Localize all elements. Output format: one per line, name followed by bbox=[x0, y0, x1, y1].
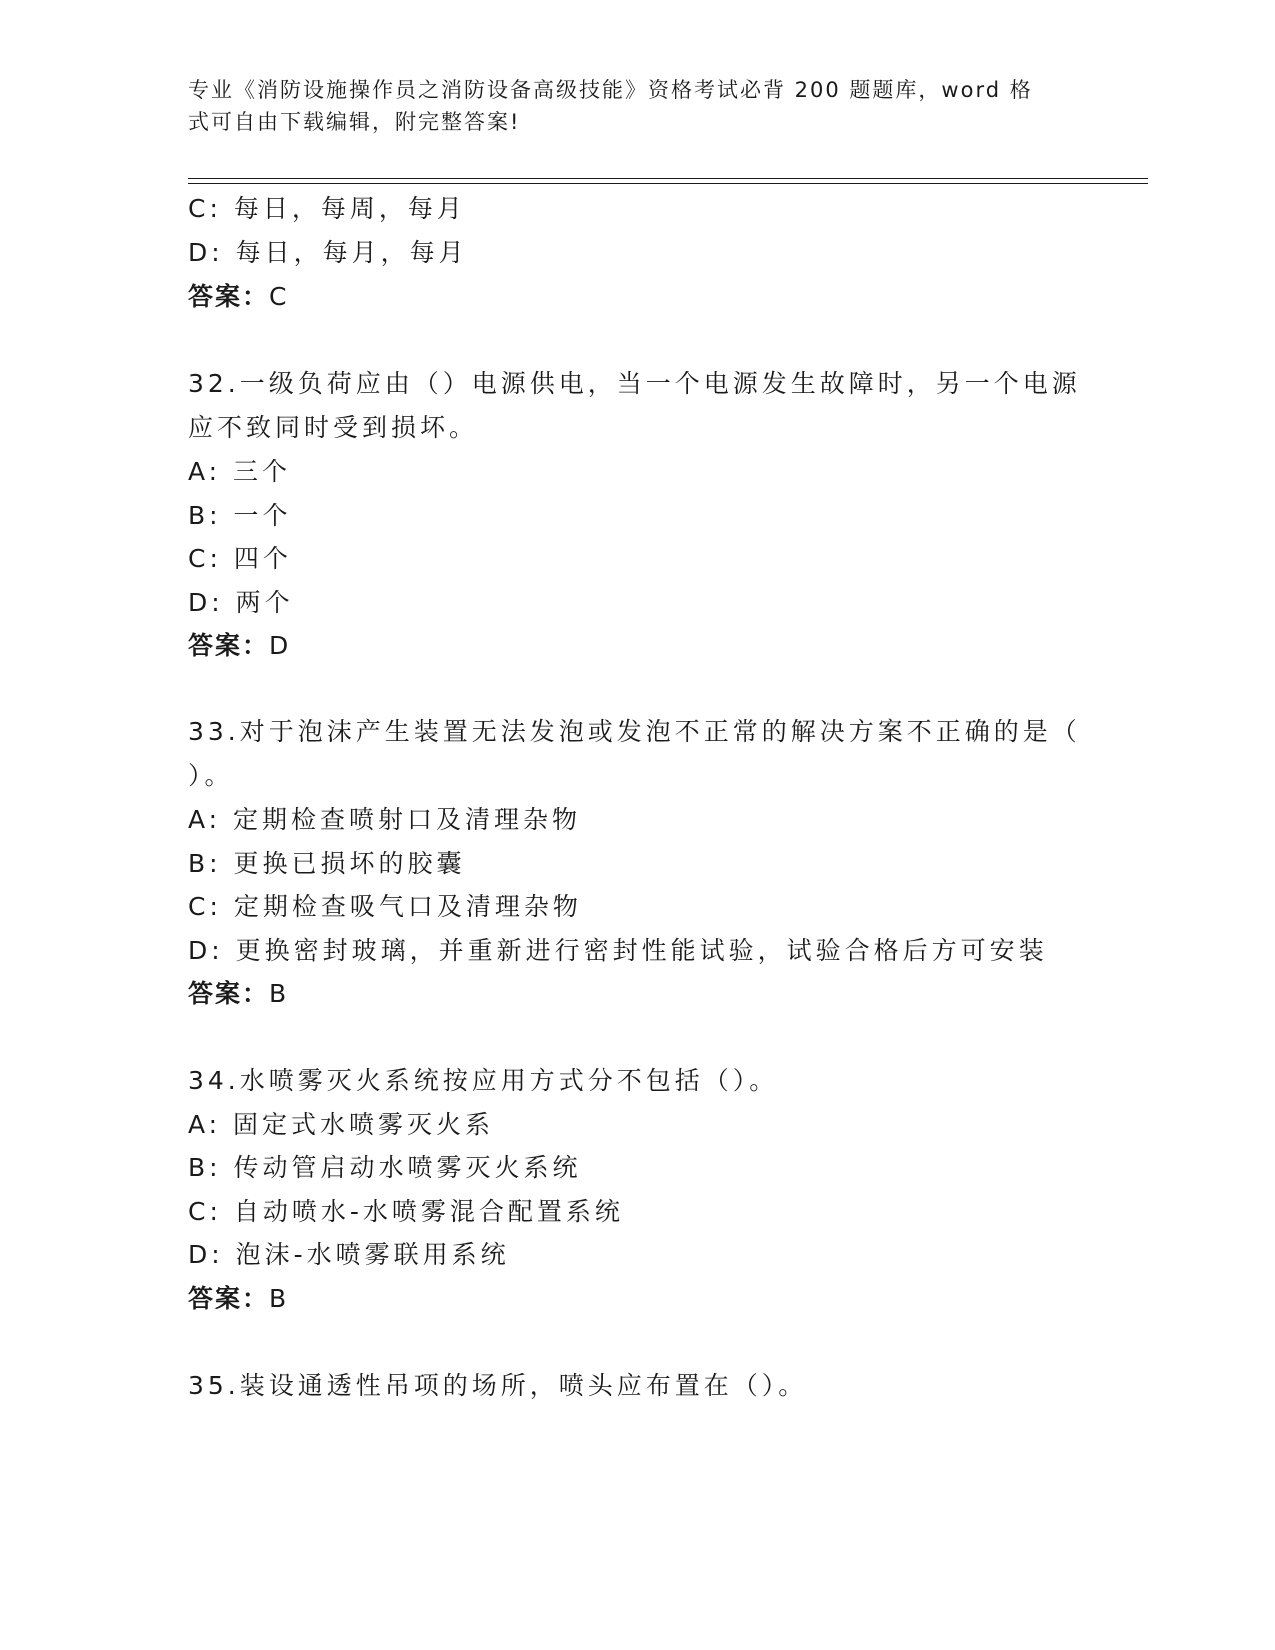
q34-stem-line-1: 34.水喷雾灭火系统按应用方式分不包括（）。 bbox=[188, 1066, 779, 1095]
header-title-line-2: 式可自由下载编辑，附完整答案! bbox=[188, 110, 521, 134]
q31-option-c: C: 每日，每周，每月 bbox=[188, 194, 466, 223]
q32-stem-line-2: 应不致同时受到损坏。 bbox=[188, 413, 479, 442]
answer-value: B bbox=[269, 979, 291, 1008]
q34-option-c: C: 自动喷水-水喷雾混合配置系统 bbox=[188, 1197, 624, 1226]
header-rule-bottom bbox=[188, 183, 1148, 184]
q34-option-d: D: 泡沫-水喷雾联用系统 bbox=[188, 1240, 510, 1269]
q31-answer bbox=[188, 280, 290, 314]
q34-option-a: A: 固定式水喷雾灭火系 bbox=[188, 1110, 495, 1139]
q33-answer bbox=[188, 977, 290, 1011]
q33-stem-line-1: 33.对于泡沫产生装置无法发泡或发泡不正常的解决方案不正确的是（ bbox=[188, 717, 1081, 746]
q33-stem-line-2: ）。 bbox=[188, 761, 234, 790]
q33-option-d: D: 更换密封玻璃，并重新进行密封性能试验，试验合格后方可安装 bbox=[188, 936, 1048, 965]
document-header bbox=[188, 74, 1088, 138]
header-title-line-1: 专业《消防设施操作员之消防设备高级技能》资格考试必背 200 题题库，word 格 bbox=[188, 78, 1033, 102]
q35-stem-line-1: 35.装设通透性吊项的场所，喷头应布置在（）。 bbox=[188, 1371, 808, 1400]
answer-label: 答案： bbox=[188, 979, 270, 1008]
answer-label: 答案： bbox=[188, 631, 270, 660]
q32-option-a: A: 三个 bbox=[188, 457, 292, 486]
q33-option-c: C: 定期检查吸气口及清理杂物 bbox=[188, 892, 582, 921]
answer-label: 答案： bbox=[188, 282, 270, 311]
q33-option-a: A: 定期检查喷射口及清理杂物 bbox=[188, 805, 582, 834]
header-rule-top bbox=[188, 178, 1148, 179]
q33-option-b: B: 更换已损坏的胶囊 bbox=[188, 849, 466, 878]
q32-option-c: C: 四个 bbox=[188, 544, 292, 573]
q32-answer bbox=[188, 629, 292, 663]
answer-value: C bbox=[269, 282, 291, 311]
q31-option-d: D: 每日，每月，每月 bbox=[188, 238, 468, 267]
q34-option-b: B: 传动管启动水喷雾灭火系统 bbox=[188, 1153, 582, 1182]
answer-label: 答案： bbox=[188, 1284, 270, 1313]
answer-value: B bbox=[269, 1284, 291, 1313]
q34-answer bbox=[188, 1282, 290, 1316]
q32-option-b: B: 一个 bbox=[188, 501, 292, 530]
q32-stem-line-1: 32.一级负荷应由（）电源供电，当一个电源发生故障时，另一个电源 bbox=[188, 369, 1081, 398]
q32-option-d: D: 两个 bbox=[188, 588, 294, 617]
answer-value: D bbox=[269, 631, 293, 660]
